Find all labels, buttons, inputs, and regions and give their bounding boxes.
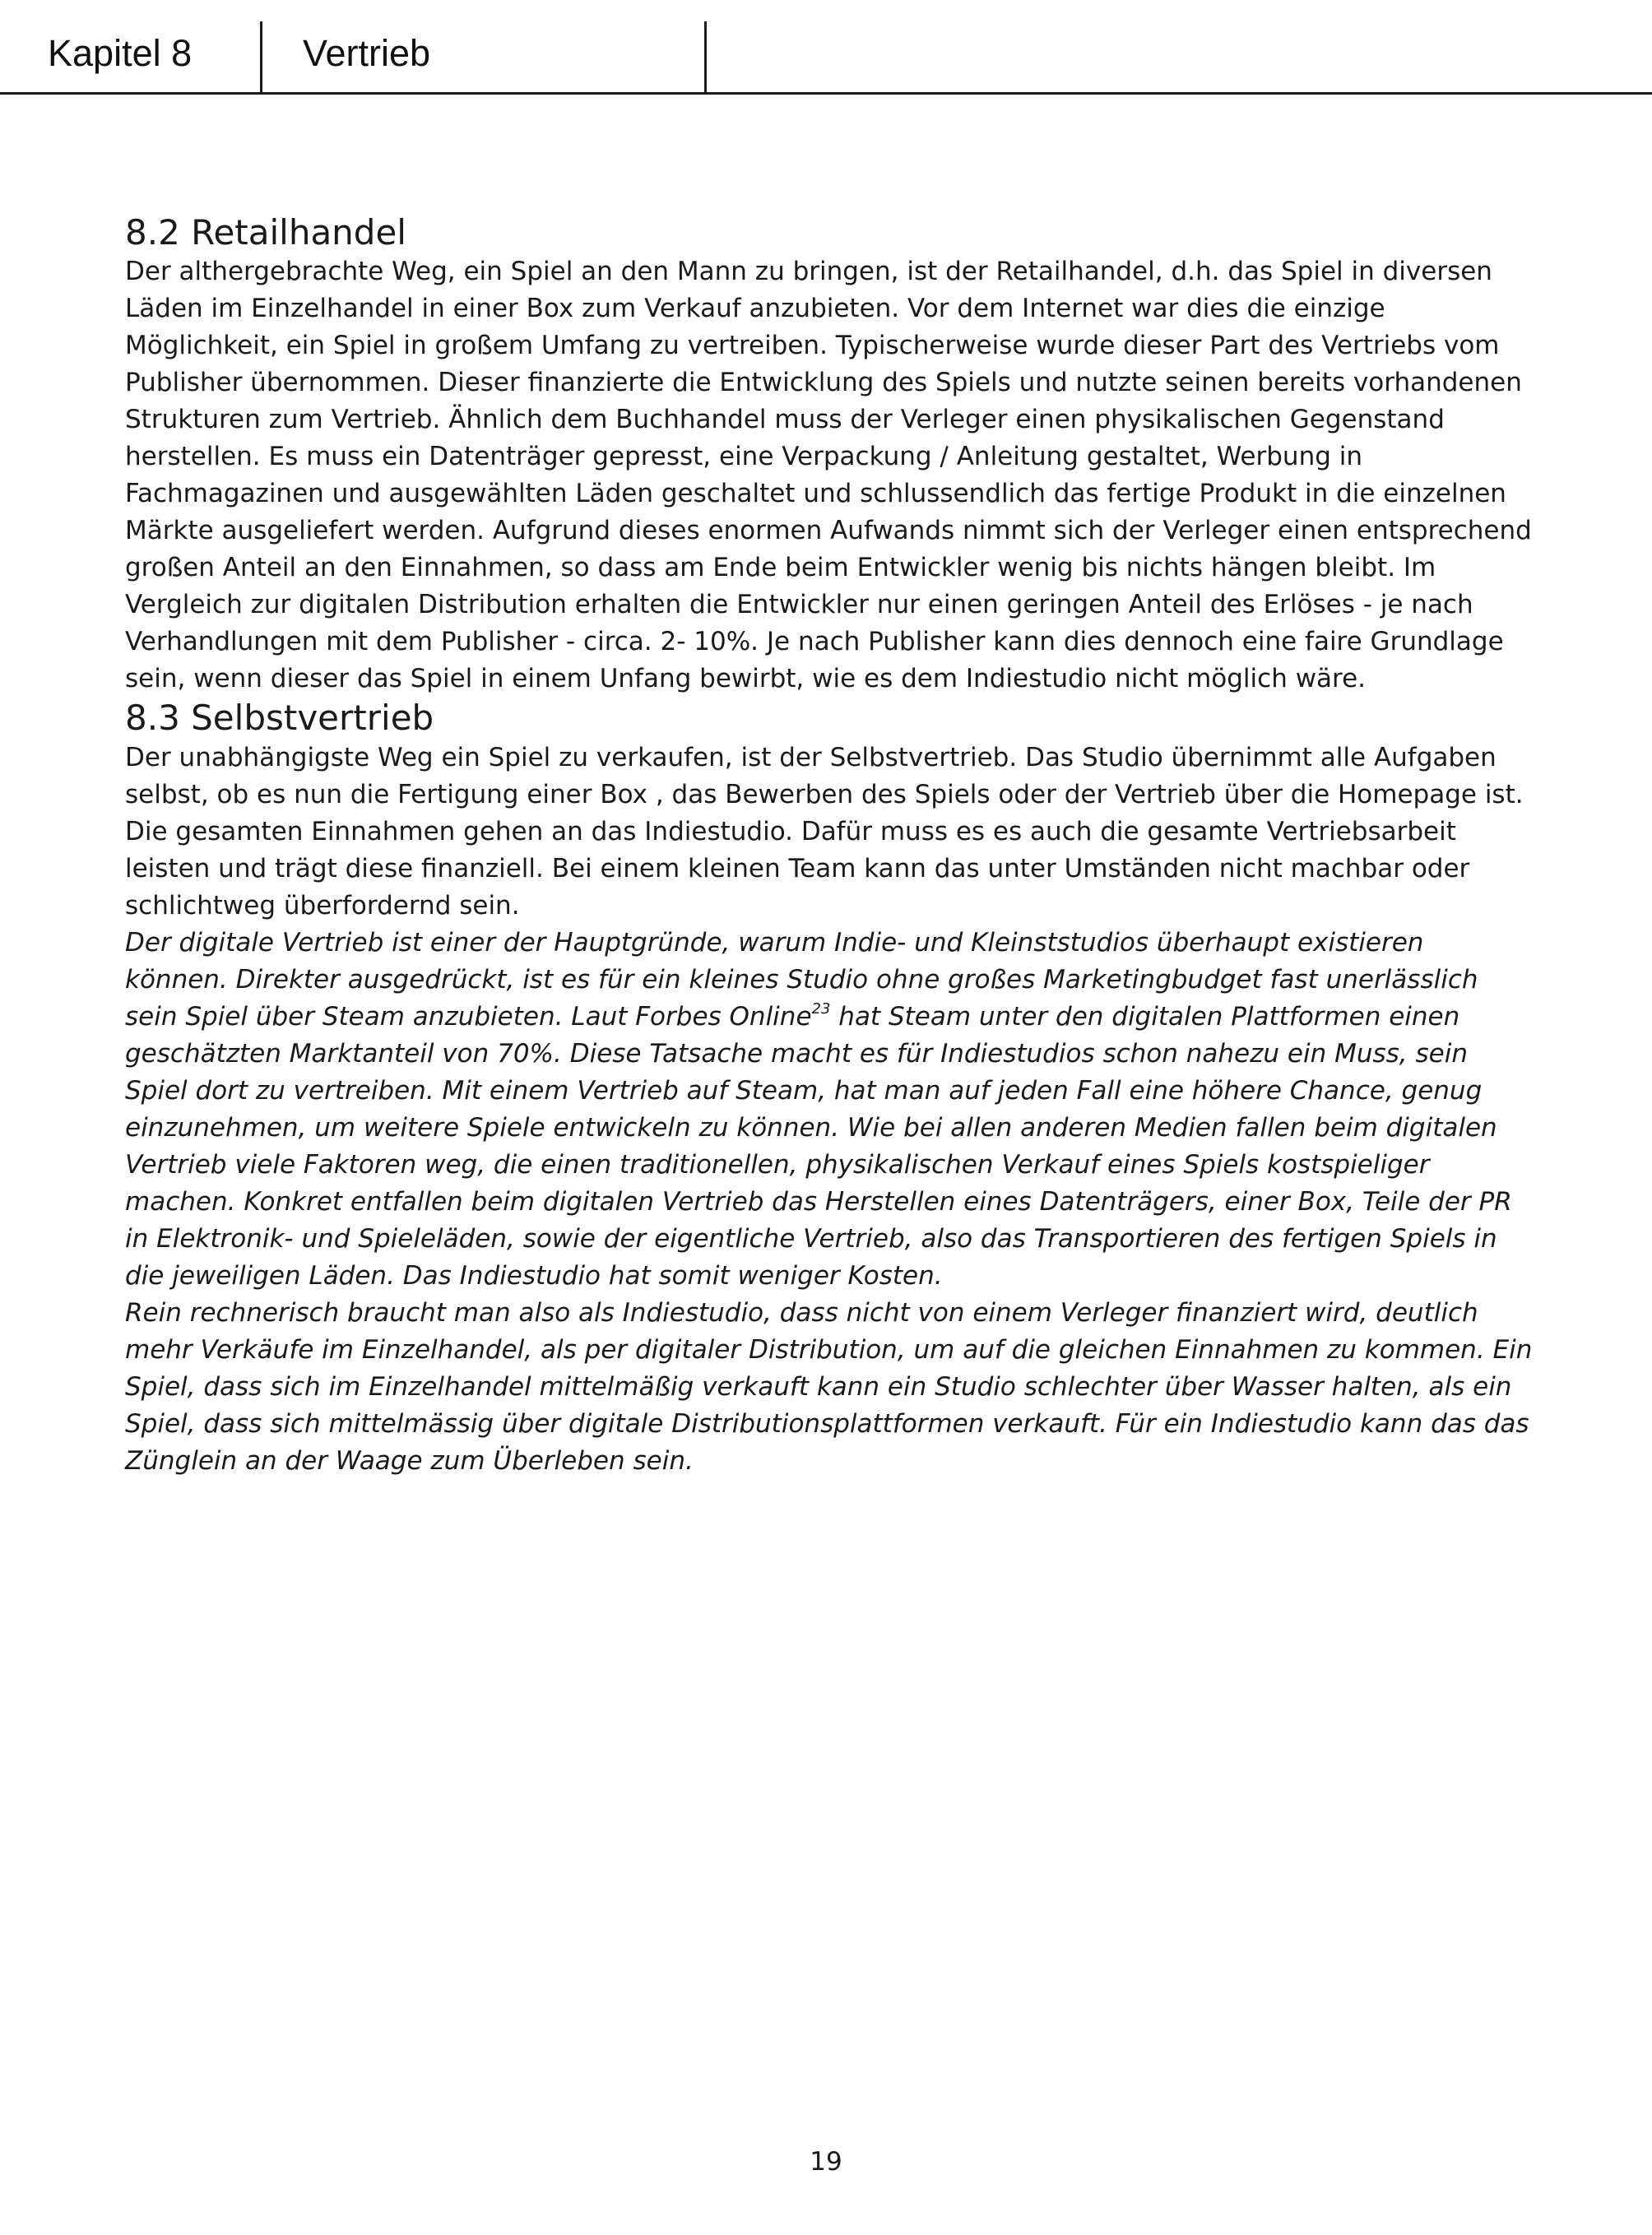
chapter-title: Vertrieb [303,32,431,74]
section-heading-retailhandel: 8.2 Retailhandel [125,212,406,253]
header-divider [704,21,707,92]
chapter-label: Kapitel 8 [48,32,193,74]
section-body-retailhandel: Der althergebrachte Weg, ein Spiel an den Mann zu bringen, ist der Retailhandel, d.h. das Spiel in diversen Läden im Einzelhandel in einer Box zum Verkauf anzubieten. Vor dem Internet war dies die einzige Möglichkeit, ein Spiel in großem Umfang zu vertreiben. Typischerweise wurde dieser Part des Vertriebs vom Publisher übernommen. Dieser finanzierte die Entwicklung des Spiels und nutzte seinen bereits vorhandenen Strukturen zum Vertrieb. Ähnlich dem Buchhandel muss der Verleger einen physikalischen Gegenstand herstellen. Es muss ein Datenträger gepresst, eine Verpackung / Anleitung gestaltet, Werbung in Fachmagazinen und ausgewählten Läden geschaltet und schlussendlich das fertige Produkt in die einzelnen Märkte ausgeliefert werden. Aufgrund dieses enormen Aufwands nimmt sich der Verleger einen entsprechend großen Anteil an den Einnahmen, so dass am Ende beim Entwickler wenig bis nichts hängen bleibt. Im Vergleich zur digitalen Distribution erhalten die Entwickler nur einen geringen Anteil des Erlöses - je nach Verhandlungen mit dem Publisher - circa. 2- 10%. Je nach Publisher kann dies dennoch eine faire Grundlage sein, wenn dieser das Spiel in einem Unfang bewirbt, wie es dem Indiestudio nicht möglich wäre. [125,257,1532,694]
page-header [0,0,1652,95]
italic-text-part: Der digitale Vertrieb ist einer der Hauptgründe, warum Indie- und Kleinststudios überhaupt existieren können. Direkter ausgedrückt, ist es für ein kleines Studio ohne großes Marketingbudget fast unerlässlich sein Spiel über Steam anzubieten. Laut Forbes Online [125,927,1478,1032]
page-content [125,212,1534,1480]
italic-text-part: hat Steam unter den digitalen Plattformen einen geschätzten Marktanteil von 70%. Diese Tatsache macht es für Indiestudios schon nahezu ein Muss, sein Spiel dort zu vertreiben. Mit einem Vertrieb auf Steam, hat man auf jeden Fall eine höhere Chance, genug einzunehmen, um weitere Spiele entwickeln zu können. Wie bei allen anderen Medien fallen beim digitalen Vertrieb viele Faktoren weg, die einen traditionellen, physikalischen Verkauf eines Spiels kostspieliger machen. Konkret entfallen beim digitalen Vertrieb das Herstellen eines Datenträgers, einer Box, Teile der PR in Elektronik- und Spieleläden, sowie der eigentliche Vertrieb, also das Transportieren des fertigen Spiels in die jeweiligen Läden. Das Indiestudio hat somit weniger Kosten. [125,1001,1512,1291]
section-heading-selbstvertrieb: 8.3 Selbstvertrieb [125,698,434,739]
page-number: 19 [810,2147,842,2177]
header-divider [260,21,262,92]
italic-text-part: Rein rechnerisch braucht man also als Indiestudio, dass nicht von einem Verleger finanziert wird, deutlich mehr Verkäufe im Einzelhandel, als per digitaler Distribution, um auf die gleichen Einnahmen zu kommen. Ein Spiel, dass sich im Einzelhandel mittelmäßig verkauft kann ein Studio schlechter über Wasser halten, als ein Spiel, dass sich mittelmässig über digitale Distributionsplattformen verkauft. Für ein Indiestudio kann das das Zünglein an der Waage zum Überleben sein. [125,1297,1533,1476]
footnote-reference: 23 [811,999,831,1018]
section-body-selbstvertrieb: Der unabhängigste Weg ein Spiel zu verkaufen, ist der Selbstvertrieb. Das Studio übernimmt alle Aufgaben selbst, ob es nun die Fertigung einer Box , das Bewerben des Spiels oder der Vertrieb über die Homepage ist. Die gesamten Einnahmen gehen an das Indiestudio. Dafür muss es es auch die gesamte Vertriebsarbeit leisten und trägt diese finanziell. Bei einem kleinen Team kann das unter Umständen nicht machbar oder schlichtweg überfordernd sein. [125,742,1524,920]
italic-paragraph-digital-distribution [125,925,1534,1480]
